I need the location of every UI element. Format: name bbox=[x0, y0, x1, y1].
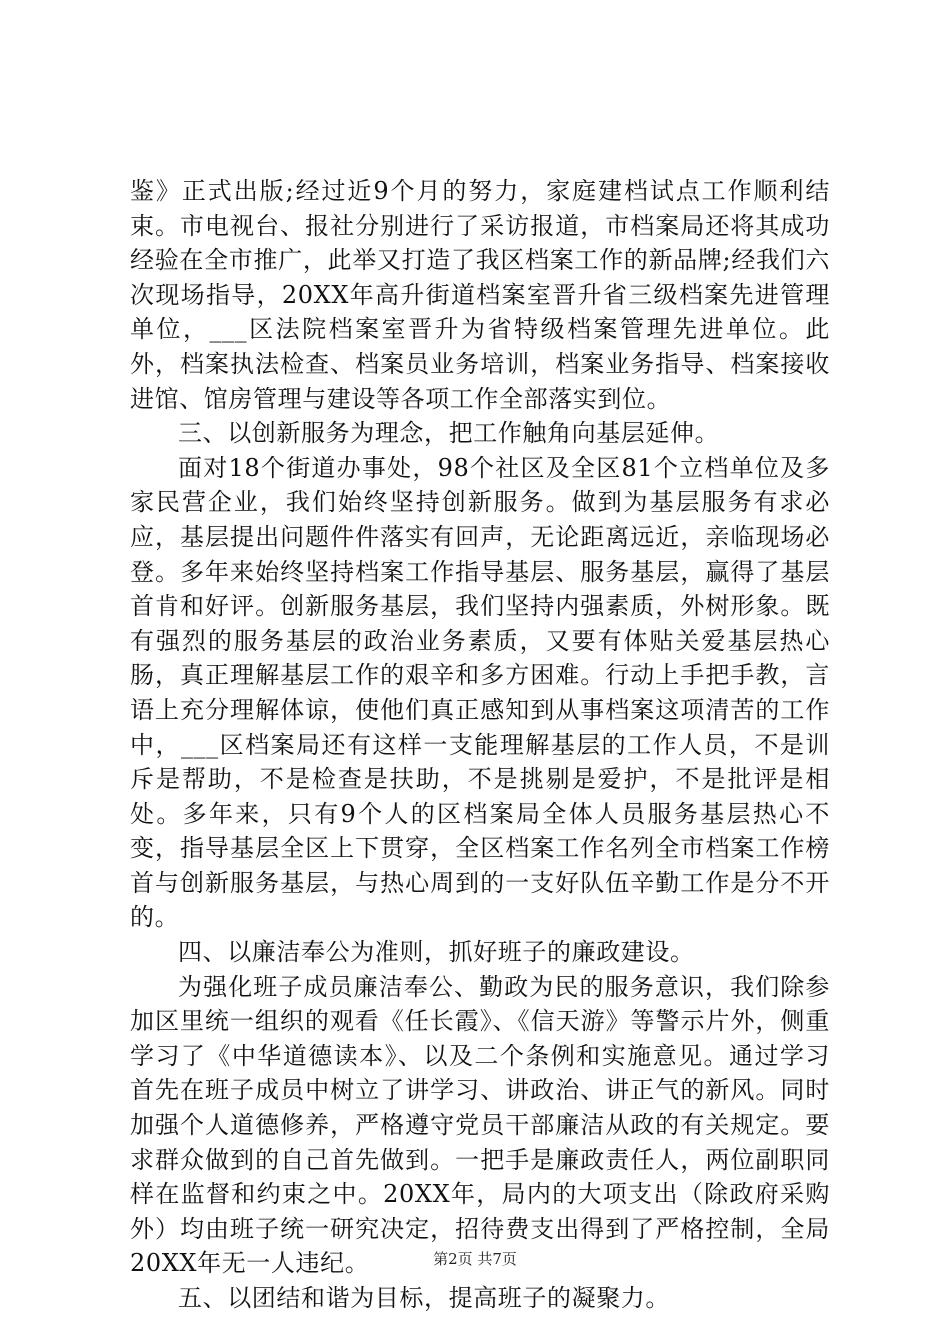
paragraph-service: 面对18个街道办事处，98个社区及全区81个立档单位及多家民营企业，我们始终坚持创新服务。做到为基层服务有求必应，基层提出问题件件落实有回声，无论距离远近，亲临现场必登。多年来始终坚持档案工作指导基层、服务基层，赢得了基层首肯和好评。创新服务基层，我们坚持内强素质，外树形象。既有强烈的服务基层的政治业务素质，又要有体贴关爱基层热心肠，真正理解基层工作的艰辛和多方困难。行动上手把手教，言语上充分理解体谅，使他们真正感知到从事档案这项清苦的工作中，___区档案局还有这样一支能理解基层的工作人员，不是训斥是帮助，不是检查是扶助，不是挑剔是爱护，不是批评是相处。多年来，只有9个人的区档案局全体人员服务基层热心不变，指导基层全区上下贯穿，全区档案工作名列全市档案工作榜首与创新服务基层，与热心周到的一支好队伍辛勤工作是分不开的。 bbox=[130, 453, 830, 932]
paragraph-continuation: 鉴》正式出版;经过近9个月的努力，家庭建档试点工作顺利结束。市电视台、报社分别进行了采访报道，市档案局还将其成功经验在全市推广，此举又打造了我区档案工作的新品牌;经我们六次现场指导，20XX年高升街道档案室晋升省三级档案先进管理单位，___区法院档案室晋升为省特级档案管理先进单位。此外，档案执法检查、档案员业务培训，档案业务指导、档案接收进馆、馆房管理与建设等各项工作全部落实到位。 bbox=[130, 177, 830, 413]
document-body bbox=[130, 174, 830, 1316]
section-heading-4: 四、以廉洁奉公为准则，抓好班子的廉政建设。 bbox=[178, 938, 695, 967]
paragraph-integrity: 为强化班子成员廉洁奉公、勤政为民的服务意识，我们除参加区里统一组织的观看《任长霞》、《信天游》等警示片外，侧重学习了《中华道德读本》、以及二个条例和实施意见。通过学习首先在班子成员中树立了讲学习、讲政治、讲正气的新风。同时加强个人道德修养，严格遵守党员干部廉洁从政的有关规定。要求群众做到的自己首先做到。一把手是廉政责任人，两位副职同样在监督和约束之中。20XX年，局内的大项支出（除政府采购外）均由班子统一研究决定，招待费支出得到了严格控制，全局20XX年无一人违纪。 bbox=[130, 972, 830, 1278]
section-heading-5: 五、以团结和谐为目标，提高班子的凝聚力。 bbox=[178, 1284, 670, 1312]
section-heading-3: 三、以创新服务为理念，把工作触角向基层延伸。 bbox=[178, 419, 720, 448]
page-number-footer: 第2页 共7页 bbox=[433, 1250, 517, 1268]
